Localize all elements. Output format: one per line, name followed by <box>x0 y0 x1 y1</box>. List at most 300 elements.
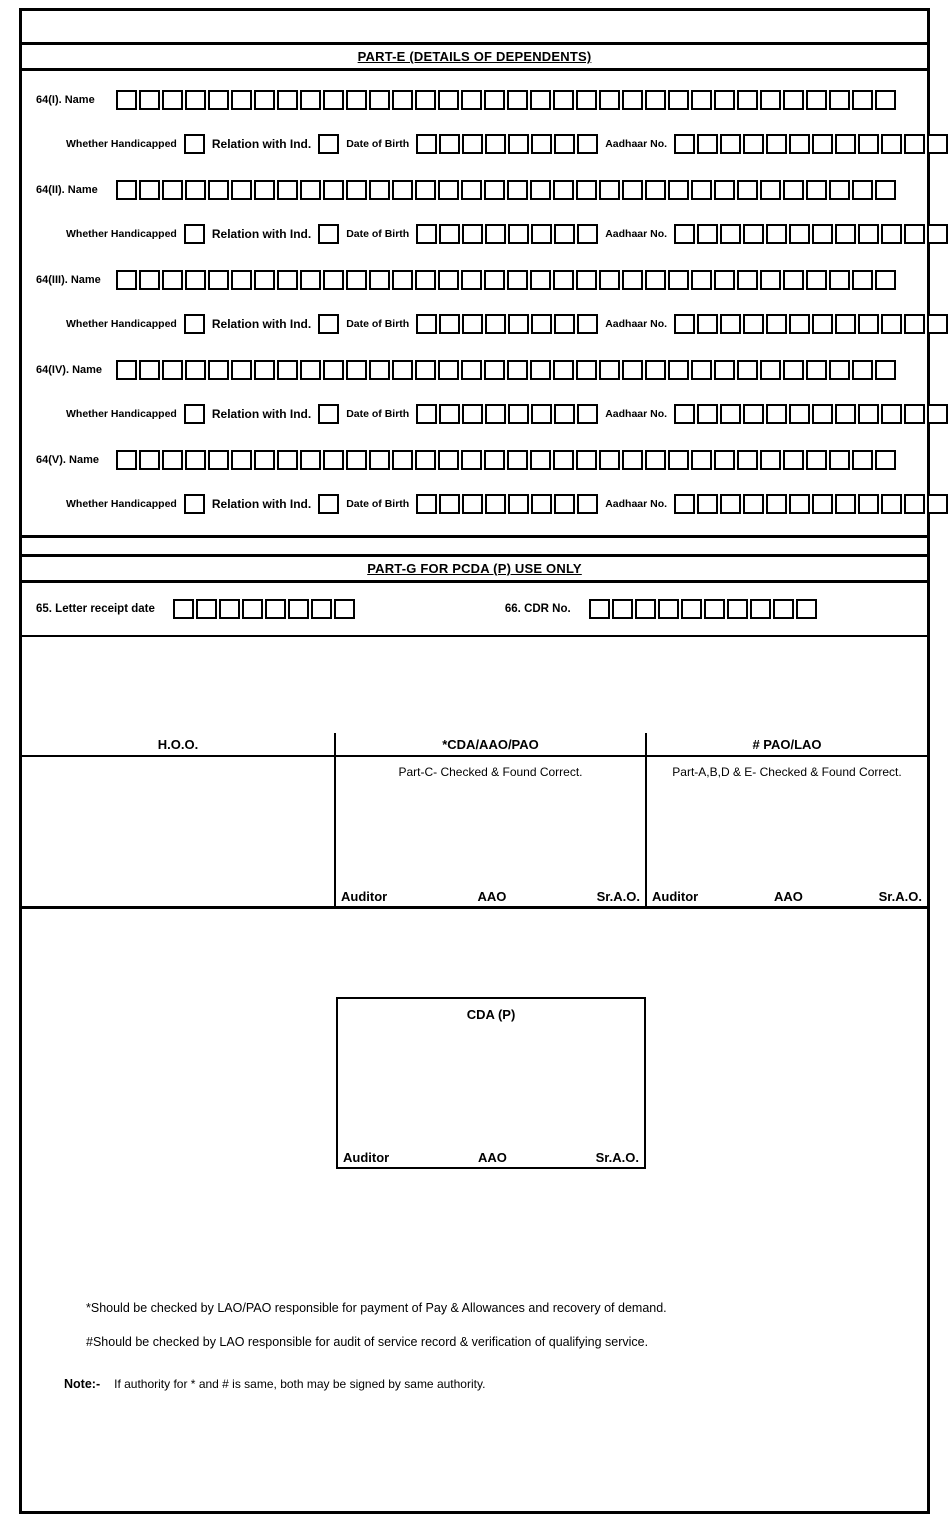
char-box[interactable] <box>852 270 873 290</box>
char-box[interactable] <box>760 180 781 200</box>
char-box[interactable] <box>674 494 695 514</box>
char-box[interactable] <box>806 90 827 110</box>
char-box[interactable] <box>760 270 781 290</box>
char-box[interactable] <box>737 360 758 380</box>
char-box[interactable] <box>852 180 873 200</box>
char-box[interactable] <box>231 450 252 470</box>
char-box[interactable] <box>783 360 804 380</box>
char-box[interactable] <box>208 90 229 110</box>
char-box[interactable] <box>766 494 787 514</box>
char-box[interactable] <box>485 404 506 424</box>
char-box[interactable] <box>576 180 597 200</box>
char-box[interactable] <box>691 270 712 290</box>
char-box[interactable] <box>674 134 695 154</box>
char-box[interactable] <box>116 90 137 110</box>
char-box[interactable] <box>415 450 436 470</box>
char-box[interactable] <box>265 599 286 619</box>
char-box[interactable] <box>727 599 748 619</box>
char-box[interactable] <box>789 314 810 334</box>
char-box[interactable] <box>835 134 856 154</box>
char-box[interactable] <box>789 224 810 244</box>
char-box[interactable] <box>927 224 948 244</box>
char-box[interactable] <box>599 360 620 380</box>
char-box[interactable] <box>554 314 575 334</box>
char-box[interactable] <box>346 90 367 110</box>
char-box[interactable] <box>796 599 817 619</box>
char-box[interactable] <box>714 360 735 380</box>
char-box[interactable] <box>645 90 666 110</box>
char-box[interactable] <box>766 314 787 334</box>
relation-box[interactable] <box>318 494 339 514</box>
char-box[interactable] <box>881 134 902 154</box>
char-box[interactable] <box>277 450 298 470</box>
char-box[interactable] <box>589 599 610 619</box>
char-box[interactable] <box>461 450 482 470</box>
char-box[interactable] <box>461 270 482 290</box>
char-box[interactable] <box>507 270 528 290</box>
char-box[interactable] <box>254 270 275 290</box>
char-box[interactable] <box>416 224 437 244</box>
char-box[interactable] <box>438 180 459 200</box>
char-box[interactable] <box>881 494 902 514</box>
char-box[interactable] <box>789 404 810 424</box>
char-box[interactable] <box>231 180 252 200</box>
char-box[interactable] <box>416 314 437 334</box>
char-box[interactable] <box>531 404 552 424</box>
char-box[interactable] <box>439 404 460 424</box>
char-box[interactable] <box>927 404 948 424</box>
char-box[interactable] <box>875 360 896 380</box>
char-box[interactable] <box>369 360 390 380</box>
char-box[interactable] <box>185 180 206 200</box>
char-box[interactable] <box>875 180 896 200</box>
char-box[interactable] <box>783 450 804 470</box>
char-box[interactable] <box>139 360 160 380</box>
relation-box[interactable] <box>318 224 339 244</box>
char-box[interactable] <box>812 314 833 334</box>
dependent-block <box>22 351 927 441</box>
char-box[interactable] <box>554 134 575 154</box>
char-box[interactable] <box>415 180 436 200</box>
char-box[interactable] <box>697 404 718 424</box>
char-box[interactable] <box>668 360 689 380</box>
char-box[interactable] <box>760 360 781 380</box>
char-box[interactable] <box>577 224 598 244</box>
char-box[interactable] <box>196 599 217 619</box>
char-box[interactable] <box>485 134 506 154</box>
char-box[interactable] <box>904 314 925 334</box>
char-box[interactable] <box>416 134 437 154</box>
char-box[interactable] <box>554 224 575 244</box>
char-box[interactable] <box>858 314 879 334</box>
char-box[interactable] <box>162 180 183 200</box>
char-box[interactable] <box>697 314 718 334</box>
char-box[interactable] <box>323 360 344 380</box>
char-box[interactable] <box>485 224 506 244</box>
char-box[interactable] <box>691 450 712 470</box>
char-box[interactable] <box>622 90 643 110</box>
char-box[interactable] <box>599 450 620 470</box>
char-box[interactable] <box>323 270 344 290</box>
char-box[interactable] <box>462 314 483 334</box>
char-box[interactable] <box>162 360 183 380</box>
char-box[interactable] <box>766 134 787 154</box>
char-box[interactable] <box>392 270 413 290</box>
char-box[interactable] <box>300 270 321 290</box>
char-box[interactable] <box>743 404 764 424</box>
char-box[interactable] <box>208 180 229 200</box>
char-box[interactable] <box>852 90 873 110</box>
char-box[interactable] <box>720 494 741 514</box>
char-box[interactable] <box>208 360 229 380</box>
char-box[interactable] <box>254 450 275 470</box>
char-box[interactable] <box>720 224 741 244</box>
char-box[interactable] <box>622 360 643 380</box>
char-box[interactable] <box>875 90 896 110</box>
char-box[interactable] <box>369 90 390 110</box>
char-box[interactable] <box>231 90 252 110</box>
char-box[interactable] <box>531 314 552 334</box>
handicapped-box[interactable] <box>184 404 205 424</box>
char-box[interactable] <box>576 90 597 110</box>
char-box[interactable] <box>829 180 850 200</box>
char-box[interactable] <box>766 224 787 244</box>
char-box[interactable] <box>415 360 436 380</box>
char-box[interactable] <box>392 360 413 380</box>
char-box[interactable] <box>599 180 620 200</box>
char-box[interactable] <box>783 180 804 200</box>
char-box[interactable] <box>334 599 355 619</box>
char-box[interactable] <box>531 494 552 514</box>
char-box[interactable] <box>254 360 275 380</box>
char-box[interactable] <box>553 450 574 470</box>
char-box[interactable] <box>806 270 827 290</box>
char-box[interactable] <box>484 90 505 110</box>
char-box[interactable] <box>530 270 551 290</box>
char-box[interactable] <box>485 494 506 514</box>
char-box[interactable] <box>530 450 551 470</box>
char-box[interactable] <box>577 494 598 514</box>
char-box[interactable] <box>508 404 529 424</box>
char-box[interactable] <box>508 224 529 244</box>
char-box[interactable] <box>720 314 741 334</box>
char-box[interactable] <box>439 494 460 514</box>
char-box[interactable] <box>185 450 206 470</box>
char-box[interactable] <box>323 90 344 110</box>
char-box[interactable] <box>392 90 413 110</box>
char-box[interactable] <box>577 314 598 334</box>
char-box[interactable] <box>674 224 695 244</box>
char-box[interactable] <box>484 450 505 470</box>
char-box[interactable] <box>622 450 643 470</box>
char-box[interactable] <box>697 134 718 154</box>
char-box[interactable] <box>927 314 948 334</box>
char-box[interactable] <box>773 599 794 619</box>
char-box[interactable] <box>323 450 344 470</box>
char-box[interactable] <box>462 134 483 154</box>
char-box[interactable] <box>743 314 764 334</box>
char-box[interactable] <box>812 224 833 244</box>
char-box[interactable] <box>369 450 390 470</box>
char-box[interactable] <box>162 450 183 470</box>
char-box[interactable] <box>622 180 643 200</box>
char-box[interactable] <box>369 270 390 290</box>
char-box[interactable] <box>783 90 804 110</box>
char-box[interactable] <box>829 90 850 110</box>
char-box[interactable] <box>507 360 528 380</box>
char-box[interactable] <box>208 270 229 290</box>
char-box[interactable] <box>461 180 482 200</box>
char-box[interactable] <box>645 180 666 200</box>
char-box[interactable] <box>508 494 529 514</box>
char-box[interactable] <box>881 404 902 424</box>
char-box[interactable] <box>311 599 332 619</box>
char-box[interactable] <box>508 314 529 334</box>
char-box[interactable] <box>369 180 390 200</box>
char-box[interactable] <box>415 270 436 290</box>
char-box[interactable] <box>438 270 459 290</box>
char-box[interactable] <box>439 134 460 154</box>
handicapped-box[interactable] <box>184 134 205 154</box>
char-box[interactable] <box>462 494 483 514</box>
char-box[interactable] <box>714 90 735 110</box>
char-box[interactable] <box>668 90 689 110</box>
char-box[interactable] <box>858 494 879 514</box>
char-box[interactable] <box>852 360 873 380</box>
char-box[interactable] <box>439 314 460 334</box>
char-box[interactable] <box>835 314 856 334</box>
char-box[interactable] <box>530 360 551 380</box>
char-box[interactable] <box>392 450 413 470</box>
char-box[interactable] <box>612 599 633 619</box>
char-box[interactable] <box>577 404 598 424</box>
char-box[interactable] <box>415 90 436 110</box>
char-box[interactable] <box>277 180 298 200</box>
char-box[interactable] <box>875 270 896 290</box>
char-box[interactable] <box>904 134 925 154</box>
char-box[interactable] <box>507 450 528 470</box>
char-box[interactable] <box>416 494 437 514</box>
char-box[interactable] <box>720 404 741 424</box>
char-box[interactable] <box>858 134 879 154</box>
char-box[interactable] <box>462 404 483 424</box>
char-box[interactable] <box>288 599 309 619</box>
char-box[interactable] <box>531 224 552 244</box>
char-box[interactable] <box>599 270 620 290</box>
char-box[interactable] <box>185 360 206 380</box>
char-box[interactable] <box>658 599 679 619</box>
char-box[interactable] <box>323 180 344 200</box>
char-box[interactable] <box>162 90 183 110</box>
char-box[interactable] <box>750 599 771 619</box>
char-box[interactable] <box>858 404 879 424</box>
char-box[interactable] <box>674 404 695 424</box>
char-box[interactable] <box>531 134 552 154</box>
char-box[interactable] <box>438 360 459 380</box>
char-box[interactable] <box>720 134 741 154</box>
char-box[interactable] <box>806 450 827 470</box>
char-box[interactable] <box>904 404 925 424</box>
char-box[interactable] <box>875 450 896 470</box>
char-box[interactable] <box>553 90 574 110</box>
char-box[interactable] <box>576 360 597 380</box>
char-box[interactable] <box>835 494 856 514</box>
char-box[interactable] <box>789 134 810 154</box>
char-box[interactable] <box>789 494 810 514</box>
char-box[interactable] <box>530 90 551 110</box>
char-box[interactable] <box>219 599 240 619</box>
char-box[interactable] <box>254 180 275 200</box>
char-box[interactable] <box>461 360 482 380</box>
char-box[interactable] <box>835 404 856 424</box>
char-box[interactable] <box>645 360 666 380</box>
char-box[interactable] <box>858 224 879 244</box>
char-box[interactable] <box>553 180 574 200</box>
char-box[interactable] <box>346 450 367 470</box>
char-box[interactable] <box>760 450 781 470</box>
char-box[interactable] <box>484 180 505 200</box>
char-box[interactable] <box>277 90 298 110</box>
char-box[interactable] <box>392 180 413 200</box>
char-box[interactable] <box>599 90 620 110</box>
char-box[interactable] <box>691 360 712 380</box>
char-box[interactable] <box>691 90 712 110</box>
char-box[interactable] <box>697 224 718 244</box>
handicapped-box[interactable] <box>184 494 205 514</box>
char-box[interactable] <box>737 180 758 200</box>
aadhaar-label: Aadhaar No. <box>605 318 668 330</box>
char-box[interactable] <box>737 90 758 110</box>
char-box[interactable] <box>300 450 321 470</box>
char-box[interactable] <box>645 450 666 470</box>
char-box[interactable] <box>829 270 850 290</box>
char-box[interactable] <box>881 224 902 244</box>
char-box[interactable] <box>116 270 137 290</box>
char-box[interactable] <box>300 180 321 200</box>
char-box[interactable] <box>697 494 718 514</box>
relation-box[interactable] <box>318 404 339 424</box>
char-box[interactable] <box>806 180 827 200</box>
char-box[interactable] <box>438 450 459 470</box>
char-box[interactable] <box>904 224 925 244</box>
char-box[interactable] <box>139 180 160 200</box>
char-box[interactable] <box>162 270 183 290</box>
handicapped-box[interactable] <box>184 224 205 244</box>
char-box[interactable] <box>635 599 656 619</box>
char-box[interactable] <box>346 360 367 380</box>
char-box[interactable] <box>714 450 735 470</box>
relation-box[interactable] <box>318 134 339 154</box>
char-box[interactable] <box>346 270 367 290</box>
char-box[interactable] <box>116 360 137 380</box>
char-box[interactable] <box>277 360 298 380</box>
char-box[interactable] <box>530 180 551 200</box>
char-box[interactable] <box>554 494 575 514</box>
char-box[interactable] <box>231 360 252 380</box>
char-box[interactable] <box>829 360 850 380</box>
char-box[interactable] <box>812 134 833 154</box>
char-box[interactable] <box>927 134 948 154</box>
char-box[interactable] <box>714 180 735 200</box>
char-box[interactable] <box>553 270 574 290</box>
char-box[interactable] <box>668 450 689 470</box>
char-box[interactable] <box>116 180 137 200</box>
char-box[interactable] <box>645 270 666 290</box>
char-box[interactable] <box>829 450 850 470</box>
char-box[interactable] <box>438 90 459 110</box>
char-box[interactable] <box>835 224 856 244</box>
char-box[interactable] <box>904 494 925 514</box>
char-box[interactable] <box>416 404 437 424</box>
char-box[interactable] <box>852 450 873 470</box>
char-box[interactable] <box>714 270 735 290</box>
char-box[interactable] <box>743 134 764 154</box>
char-box[interactable] <box>507 180 528 200</box>
char-box[interactable] <box>116 450 137 470</box>
char-box[interactable] <box>554 404 575 424</box>
char-box[interactable] <box>812 494 833 514</box>
char-box[interactable] <box>704 599 725 619</box>
char-box[interactable] <box>208 450 229 470</box>
char-box[interactable] <box>881 314 902 334</box>
char-box[interactable] <box>812 404 833 424</box>
char-box[interactable] <box>139 270 160 290</box>
char-box[interactable] <box>577 134 598 154</box>
char-box[interactable] <box>139 450 160 470</box>
char-box[interactable] <box>576 270 597 290</box>
char-box[interactable] <box>484 360 505 380</box>
char-box[interactable] <box>461 90 482 110</box>
char-box[interactable] <box>231 270 252 290</box>
char-box[interactable] <box>254 90 275 110</box>
char-box[interactable] <box>485 314 506 334</box>
char-box[interactable] <box>783 270 804 290</box>
char-box[interactable] <box>185 90 206 110</box>
char-box[interactable] <box>553 360 574 380</box>
char-box[interactable] <box>484 270 505 290</box>
char-box[interactable] <box>173 599 194 619</box>
char-box[interactable] <box>139 90 160 110</box>
char-box[interactable] <box>277 270 298 290</box>
char-box[interactable] <box>766 404 787 424</box>
char-box[interactable] <box>576 450 597 470</box>
char-box[interactable] <box>737 450 758 470</box>
char-box[interactable] <box>462 224 483 244</box>
char-box[interactable] <box>622 270 643 290</box>
relation-box[interactable] <box>318 314 339 334</box>
char-box[interactable] <box>806 360 827 380</box>
char-box[interactable] <box>507 90 528 110</box>
char-box[interactable] <box>743 224 764 244</box>
char-box[interactable] <box>691 180 712 200</box>
handicapped-box[interactable] <box>184 314 205 334</box>
char-box[interactable] <box>668 270 689 290</box>
char-box[interactable] <box>737 270 758 290</box>
char-box[interactable] <box>674 314 695 334</box>
char-box[interactable] <box>508 134 529 154</box>
char-box[interactable] <box>927 494 948 514</box>
char-box[interactable] <box>743 494 764 514</box>
char-box[interactable] <box>300 90 321 110</box>
char-box[interactable] <box>300 360 321 380</box>
char-box[interactable] <box>681 599 702 619</box>
char-box[interactable] <box>242 599 263 619</box>
char-box[interactable] <box>668 180 689 200</box>
char-box[interactable] <box>346 180 367 200</box>
char-box[interactable] <box>185 270 206 290</box>
char-box[interactable] <box>439 224 460 244</box>
char-box[interactable] <box>760 90 781 110</box>
